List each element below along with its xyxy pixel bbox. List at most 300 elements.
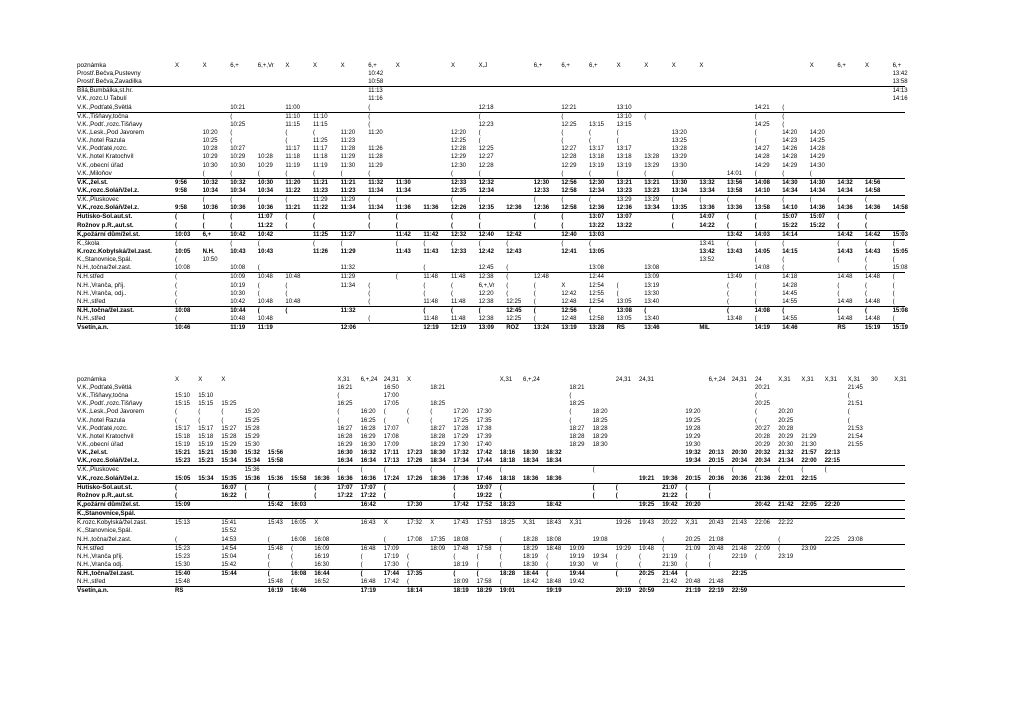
time-cell: (	[368, 282, 371, 289]
time-cell: 13:30	[644, 290, 660, 297]
time-cell: 11:42	[395, 231, 411, 238]
time-cell: 18:19	[453, 588, 469, 595]
time-cell: 14:20	[809, 129, 825, 136]
time-cell: 13:10	[616, 113, 632, 120]
time-cell: 13:36	[727, 205, 743, 212]
time-cell: 20:25	[778, 417, 794, 424]
time-cell: 13:08	[589, 265, 605, 272]
timetable-row	[77, 417, 905, 425]
stop-name: V.K.,Podťaté,rozc.	[77, 424, 128, 432]
time-cell: 13:18	[589, 154, 605, 161]
time-cell: 18:08	[453, 536, 469, 543]
time-cell: 13:43	[727, 248, 743, 255]
time-cell: 22:19	[708, 588, 724, 595]
stop-name: V.K.,hotel Kratochvíl	[77, 153, 134, 161]
time-cell: 14:10	[754, 187, 770, 194]
time-cell: (	[685, 561, 688, 568]
time-cell: (	[360, 553, 363, 560]
time-cell: 10:46	[175, 325, 191, 332]
time-cell: 11:27	[340, 231, 356, 238]
time-cell: 15:35	[221, 475, 237, 482]
time-cell: 13:15	[616, 121, 632, 128]
note-cell: X	[202, 63, 207, 69]
time-cell: 15:15	[198, 401, 214, 408]
time-cell: (	[368, 316, 371, 323]
stop-name: V.K.,obecní úřad	[77, 161, 124, 169]
time-cell: 13:24	[533, 325, 550, 332]
time-cell: (	[202, 170, 205, 177]
time-cell: (	[476, 467, 479, 474]
time-cell: 16:30	[337, 450, 353, 457]
time-cell: 13:19	[644, 282, 660, 289]
time-cell: 13:21	[644, 179, 660, 186]
stop-name: K.rozc.Kobylská/žel.zast.	[77, 519, 147, 527]
time-cell: 12:19	[451, 325, 467, 332]
time-cell: (	[175, 222, 177, 229]
time-cell: 12:58	[561, 187, 577, 194]
time-cell: (	[865, 214, 867, 221]
time-cell: 11:19	[313, 162, 328, 169]
time-cell: 10:36	[257, 205, 274, 212]
time-cell: 19:34	[685, 458, 701, 465]
time-cell: 10:29	[202, 154, 218, 161]
timetable-row	[77, 466, 905, 474]
time-cell: (	[837, 257, 840, 264]
time-cell: (	[892, 290, 895, 297]
time-cell: (	[892, 274, 895, 281]
time-cell: 19:34	[592, 553, 608, 560]
time-cell: 14:13	[892, 88, 908, 95]
time-cell: 13:42	[892, 71, 908, 77]
time-cell: 22:59	[731, 588, 748, 595]
time-cell: 12:29	[561, 162, 577, 169]
time-cell: 16:09	[314, 545, 330, 552]
time-cell: 15:05	[892, 248, 908, 255]
time-cell: 17:32	[407, 520, 423, 527]
time-cell: 15:42	[267, 501, 284, 508]
time-cell: 15:30	[175, 561, 191, 568]
time-cell: 11:22	[257, 222, 273, 229]
stop-name: N.H.,střed	[77, 297, 106, 305]
timetable-row	[77, 282, 905, 290]
time-cell: (	[407, 553, 409, 560]
time-cell: (	[892, 257, 895, 264]
time-cell: 13:25	[671, 138, 687, 145]
time-cell: 14:22	[699, 222, 715, 229]
time-cell: 18:08	[546, 536, 562, 543]
time-cell: (	[754, 222, 757, 229]
time-cell: 11:34	[368, 205, 384, 212]
time-cell: (	[561, 129, 564, 136]
notes-row	[77, 376, 905, 384]
time-cell: 12:30	[533, 179, 550, 186]
time-cell: 15:36	[267, 475, 284, 482]
time-cell: 11:28	[368, 154, 383, 161]
time-cell: 14:30	[809, 162, 825, 169]
time-cell: 14:48	[837, 298, 853, 305]
time-cell: (	[340, 240, 343, 247]
time-cell: (	[313, 129, 315, 136]
time-cell: 18:29	[476, 588, 492, 595]
time-cell: 10:58	[368, 79, 384, 86]
time-cell: 20:20	[685, 501, 701, 508]
time-cell: 11:17	[285, 146, 300, 153]
time-cell: 21:42	[778, 501, 794, 508]
stop-name: K,požární dům/žel.st.	[77, 500, 140, 508]
time-cell: 13:30	[671, 179, 688, 186]
time-cell: 15:03	[892, 231, 908, 238]
time-cell: 11:32	[340, 307, 356, 314]
time-cell: (	[533, 298, 536, 305]
time-cell: (	[685, 484, 688, 491]
time-cell: 17:20	[453, 409, 469, 416]
time-cell: 18:34	[523, 458, 539, 465]
time-cell: 18:09	[453, 579, 469, 586]
time-cell: 16:27	[337, 425, 353, 432]
time-cell: 13:34	[644, 205, 660, 212]
time-cell: (	[230, 197, 233, 204]
time-cell: 10:48	[230, 316, 246, 323]
time-cell: 16:08	[291, 536, 307, 543]
time-cell: (	[837, 222, 840, 229]
time-cell: 18:25	[569, 401, 585, 408]
time-cell: 15:43	[267, 520, 283, 527]
time-cell: 18:30	[523, 450, 539, 457]
time-cell: (	[499, 467, 502, 474]
time-cell: 21:48	[731, 545, 747, 552]
time-cell: (	[506, 265, 509, 272]
time-cell: (	[671, 214, 674, 221]
time-cell: 14:45	[782, 290, 798, 297]
stop-name: N.H.,střed	[77, 315, 106, 323]
time-cell: (	[395, 197, 398, 204]
time-cell: 20:29	[755, 441, 771, 448]
time-cell: 15:19	[865, 325, 881, 332]
time-cell: 13:09	[644, 274, 660, 281]
stop-name: V.K.,Podťaté,rozc.	[77, 145, 128, 153]
time-cell: 12:30	[451, 162, 467, 169]
time-cell: (	[589, 307, 591, 314]
time-cell: (	[478, 240, 481, 247]
time-cell: 12:45	[478, 265, 494, 272]
time-cell: 12:36	[506, 205, 522, 212]
time-cell: (	[395, 240, 398, 247]
time-cell: 21:53	[847, 425, 863, 432]
time-cell: 15:19	[175, 441, 191, 448]
time-cell: 11:17	[313, 146, 328, 153]
time-cell: 18:28	[499, 571, 516, 578]
time-cell: 19:07	[476, 484, 492, 491]
time-cell: (	[423, 290, 426, 297]
time-cell: 14:53	[221, 536, 237, 543]
time-cell: (	[476, 561, 479, 568]
time-cell: (	[892, 298, 895, 305]
timetable-row	[77, 484, 905, 492]
time-cell: (	[383, 484, 386, 491]
time-cell: (	[337, 393, 340, 400]
timetable-row	[77, 519, 905, 527]
time-cell: (	[865, 197, 867, 204]
time-cell: 13:36	[699, 205, 715, 212]
time-cell: (	[506, 282, 509, 289]
stop-name: V.K.,hotel Kratochvíl	[77, 432, 134, 440]
time-cell: 12:27	[561, 146, 577, 153]
timetable-row	[77, 162, 905, 170]
time-cell: 13:42	[727, 231, 743, 238]
time-cell: 20:25	[639, 571, 655, 578]
time-cell: 16:36	[314, 475, 330, 482]
timetable-row	[77, 264, 908, 273]
time-cell: 21:30	[662, 561, 678, 568]
time-cell: RS	[175, 588, 184, 595]
time-cell: (	[383, 536, 386, 543]
time-cell: 10:30	[230, 162, 246, 169]
time-cell: 16:29	[360, 433, 376, 440]
stop-name: V.K.,Miloňov	[77, 169, 112, 177]
time-cell: (	[395, 214, 398, 221]
time-cell: 10:50	[202, 257, 218, 264]
time-cell: (	[778, 545, 781, 552]
time-cell: 16:19	[314, 553, 330, 560]
time-cell: 10:21	[230, 104, 246, 111]
time-cell: (	[615, 561, 618, 568]
time-cell: 11:25	[313, 231, 329, 238]
stop-name: V.K.,Tišňavy,točna	[77, 112, 129, 120]
time-cell: (	[824, 467, 827, 474]
time-cell: 14:58	[892, 205, 908, 212]
timetable-row	[77, 570, 905, 578]
note-cell: 24,31	[615, 377, 631, 383]
time-cell: (	[499, 484, 502, 491]
time-cell: (	[685, 571, 688, 578]
time-cell: 11:34	[368, 187, 384, 194]
time-cell: (	[285, 170, 288, 177]
time-cell: (	[615, 492, 618, 499]
time-cell: 11:43	[423, 248, 439, 255]
time-cell: 12:36	[589, 205, 605, 212]
stop-name: K.,Stanovnice,Spál.	[77, 256, 132, 264]
time-cell: (	[257, 282, 260, 289]
time-cell: (	[360, 467, 363, 474]
time-cell: 12:48	[561, 316, 577, 323]
time-cell: (	[478, 138, 481, 145]
time-cell: 15:19	[198, 441, 214, 448]
time-cell: 10:43	[257, 248, 274, 255]
time-cell: 14:21	[754, 104, 770, 111]
time-cell: 9:58	[175, 205, 188, 212]
note-cell: 6,+,24	[708, 377, 726, 383]
time-cell: (	[754, 113, 757, 120]
time-cell: 16:43	[360, 520, 376, 527]
time-cell: (	[453, 571, 456, 578]
time-cell: 21:19	[685, 588, 701, 595]
time-cell: 14:55	[782, 316, 798, 323]
time-cell: 16:19	[267, 588, 284, 595]
time-cell: 19:42	[662, 501, 678, 508]
time-cell: (	[285, 197, 288, 204]
time-cell: (	[708, 492, 711, 499]
time-cell: 11:10	[285, 113, 300, 120]
time-cell: X,31	[523, 520, 536, 527]
note-cell: 24	[755, 377, 762, 383]
stop-name: K.,škola	[77, 239, 100, 247]
note-cell: X,31	[824, 377, 837, 383]
time-cell: (	[533, 197, 536, 204]
time-cell: 15:58	[291, 475, 307, 482]
time-cell: (	[615, 553, 618, 560]
time-cell: (	[592, 484, 595, 491]
time-cell: 17:29	[453, 433, 469, 440]
time-cell: 10:09	[230, 274, 246, 281]
time-cell: (	[506, 240, 509, 247]
stop-name: K,požární dům/žel.st.	[77, 230, 140, 238]
timetable-row	[77, 256, 905, 264]
time-cell: (	[865, 265, 867, 272]
time-cell: 11:18	[313, 154, 328, 161]
note-cell: X	[616, 63, 621, 69]
timetable-row	[77, 433, 905, 441]
time-cell: (	[782, 240, 785, 247]
time-cell: 16:42	[360, 501, 376, 508]
time-cell: 10:44	[230, 307, 246, 314]
time-cell: 18:29	[569, 441, 585, 448]
time-cell: 18:21	[430, 385, 446, 391]
time-cell: 10:08	[230, 265, 246, 272]
time-cell: 14:46	[782, 325, 798, 332]
stop-name: K.,Stanovnice,Spál.	[77, 510, 136, 518]
time-cell: (	[175, 536, 177, 543]
time-cell: 23:19	[778, 553, 794, 560]
time-cell: (	[395, 222, 398, 229]
time-cell: (	[313, 214, 315, 221]
stop-name: N.H.,střed	[77, 578, 106, 586]
time-cell: 17:58	[476, 579, 492, 586]
time-cell: 15:17	[198, 425, 214, 432]
time-cell: 12:27	[478, 154, 494, 161]
time-cell: 10:42	[368, 71, 384, 77]
time-cell: 10:30	[257, 179, 274, 186]
time-cell: 18:30	[592, 441, 608, 448]
time-cell: 15:30	[244, 441, 260, 448]
time-cell: (	[230, 113, 233, 120]
time-cell: 10:25	[202, 138, 218, 145]
timetable-row	[77, 561, 905, 570]
time-cell: (	[383, 467, 386, 474]
time-cell: (	[453, 467, 456, 474]
time-cell: 16:25	[337, 401, 353, 408]
time-cell: (	[727, 290, 729, 297]
time-cell: 12:26	[451, 205, 467, 212]
time-cell: RS	[616, 325, 625, 332]
time-cell: (	[453, 484, 456, 491]
time-cell: (	[313, 240, 315, 247]
timetable-row	[77, 153, 905, 161]
timetable-row	[77, 87, 908, 95]
time-cell: 13:07	[616, 214, 632, 221]
time-cell: 10:34	[230, 187, 246, 194]
stop-name: N.H.,točna/žel.zast.	[77, 306, 135, 314]
stop-name: V.K.,obecní úřad	[77, 440, 124, 448]
time-cell: (	[285, 138, 288, 145]
time-cell: (	[478, 129, 481, 136]
note-cell: 24,31	[731, 377, 747, 383]
time-cell: 12:32	[451, 231, 467, 238]
time-cell: (	[727, 197, 729, 204]
time-cell: 13:05	[616, 298, 632, 305]
time-cell: 19:48	[639, 545, 655, 552]
time-cell: (	[755, 417, 757, 424]
time-cell: 11:32	[368, 179, 384, 186]
time-cell: (	[230, 170, 233, 177]
time-cell: 22:25	[731, 571, 748, 578]
time-cell: 14:20	[782, 129, 798, 136]
time-cell: RS	[837, 325, 846, 332]
time-cell: 17:42	[383, 579, 399, 586]
time-cell: 11:32	[340, 265, 356, 272]
time-cell: 14:15	[782, 248, 798, 255]
time-cell: 13:42	[699, 248, 715, 255]
time-cell: (	[754, 197, 757, 204]
time-cell: 15:20	[244, 409, 260, 416]
time-cell: 15:28	[221, 433, 237, 440]
time-cell: 13:29	[616, 197, 632, 204]
time-cell: 11:48	[451, 298, 466, 305]
time-cell: 20:25	[755, 401, 771, 408]
time-cell: 15:19	[892, 325, 908, 332]
time-cell: 19:44	[569, 571, 585, 578]
stop-name: Prostř.Bečva,Pustevny	[77, 70, 141, 77]
time-cell: 14:26	[782, 146, 798, 153]
time-cell: 13:58	[892, 79, 908, 86]
time-cell: 11:48	[423, 274, 438, 281]
time-cell: (	[782, 104, 785, 111]
time-cell: (	[755, 393, 757, 400]
time-cell: 19:01	[499, 588, 516, 595]
time-cell: 15:34	[221, 458, 237, 465]
time-cell: 15:23	[175, 553, 191, 560]
time-cell: 16:36	[337, 475, 353, 482]
time-cell: 17:19	[360, 588, 376, 595]
stop-name: Rožnov p.R.,aut.st.	[77, 491, 134, 499]
time-cell: 11:15	[285, 121, 300, 128]
time-cell: 18:36	[546, 475, 562, 482]
time-cell: 14:56	[865, 179, 881, 186]
time-cell: 13:29	[644, 162, 660, 169]
note-cell: 6,+	[533, 63, 543, 69]
time-cell: 14:54	[221, 545, 237, 552]
time-cell: 11:30	[395, 179, 411, 186]
time-cell: 14:19	[754, 325, 770, 332]
timetable-row	[77, 587, 905, 595]
time-cell: 14:28	[754, 154, 770, 161]
time-cell: 17:46	[476, 475, 492, 482]
time-cell: 17:25	[453, 417, 469, 424]
time-cell: (	[708, 553, 711, 560]
time-cell: (	[221, 417, 224, 424]
time-cell: 11:36	[423, 205, 439, 212]
note-cell: 6,+	[230, 63, 239, 69]
timetable-row	[77, 408, 905, 416]
time-cell: (	[313, 222, 315, 229]
time-cell: (	[644, 170, 647, 177]
time-cell: 18:44	[523, 571, 539, 578]
time-cell: 17:00	[383, 393, 399, 400]
time-cell: 18:28	[569, 433, 585, 440]
time-cell: (	[865, 307, 867, 314]
time-cell: 12:48	[561, 298, 577, 305]
time-cell: (	[175, 214, 177, 221]
time-cell: 18:30	[430, 450, 446, 457]
